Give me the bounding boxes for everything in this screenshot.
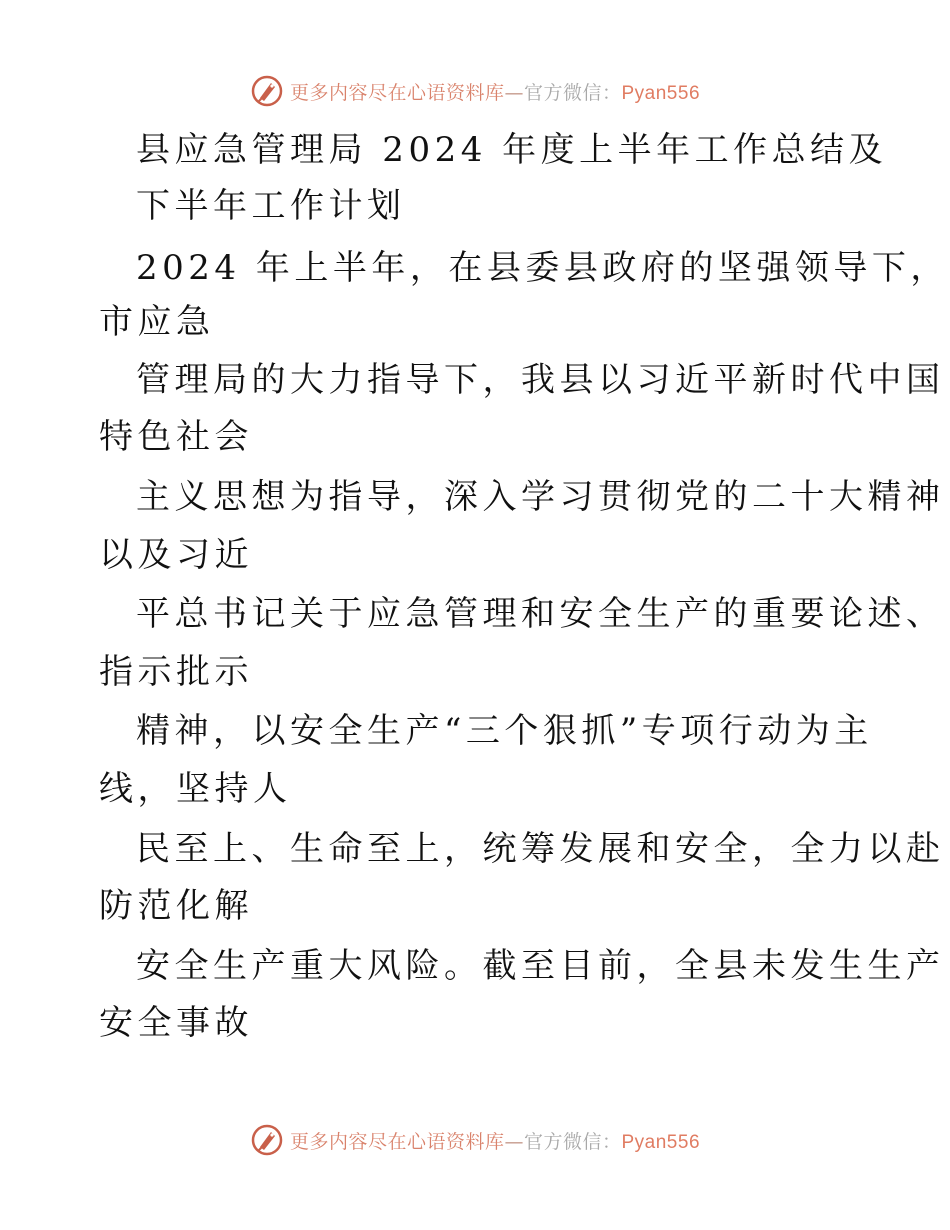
paragraph-line: 防范化解	[99, 886, 253, 926]
paragraph-line: 民至上、生命至上，统筹发展和安全，全力以赴	[136, 829, 945, 869]
paragraph-line: 安全生产重大风险。截至目前，全县未发生生产	[136, 946, 945, 986]
paragraph-line: 平总书记关于应急管理和安全生产的重要论述、	[136, 594, 945, 634]
paragraph-line: 主义思想为指导，深入学习贯彻党的二十大精神	[136, 477, 945, 517]
watermark-text: 更多内容尽在心语资料库—官方微信：Pyan556	[289, 1130, 701, 1153]
watermark-text: 更多内容尽在心语资料库—官方微信：Pyan556	[289, 81, 701, 104]
paragraph-line: 安全事故	[99, 1003, 253, 1043]
paragraph-line: 市应急	[99, 302, 215, 342]
pen-nib-logo-icon	[250, 74, 284, 108]
paragraph-line: 管理局的大力指导下，我县以习近平新时代中国	[136, 360, 945, 400]
paragraph-line: 指示批示	[99, 652, 253, 692]
paragraph-line: 精神，以安全生产“三个狠抓”专项行动为主	[136, 711, 873, 751]
paragraph-line: 特色社会	[99, 417, 253, 457]
footer-watermark	[0, 1120, 950, 1160]
document-title-line-1: 县应急管理局 2024 年度上半年工作总结及	[136, 130, 888, 170]
paragraph-line: 以及习近	[99, 535, 253, 575]
document-title-line-2: 下半年工作计划	[136, 186, 406, 226]
paragraph-line: 2024 年上半年，在县委县政府的坚强领导下，	[136, 248, 949, 288]
paragraph-line: 线，坚持人	[99, 769, 292, 809]
header-watermark	[0, 71, 950, 111]
pen-nib-logo-icon	[250, 1123, 284, 1157]
